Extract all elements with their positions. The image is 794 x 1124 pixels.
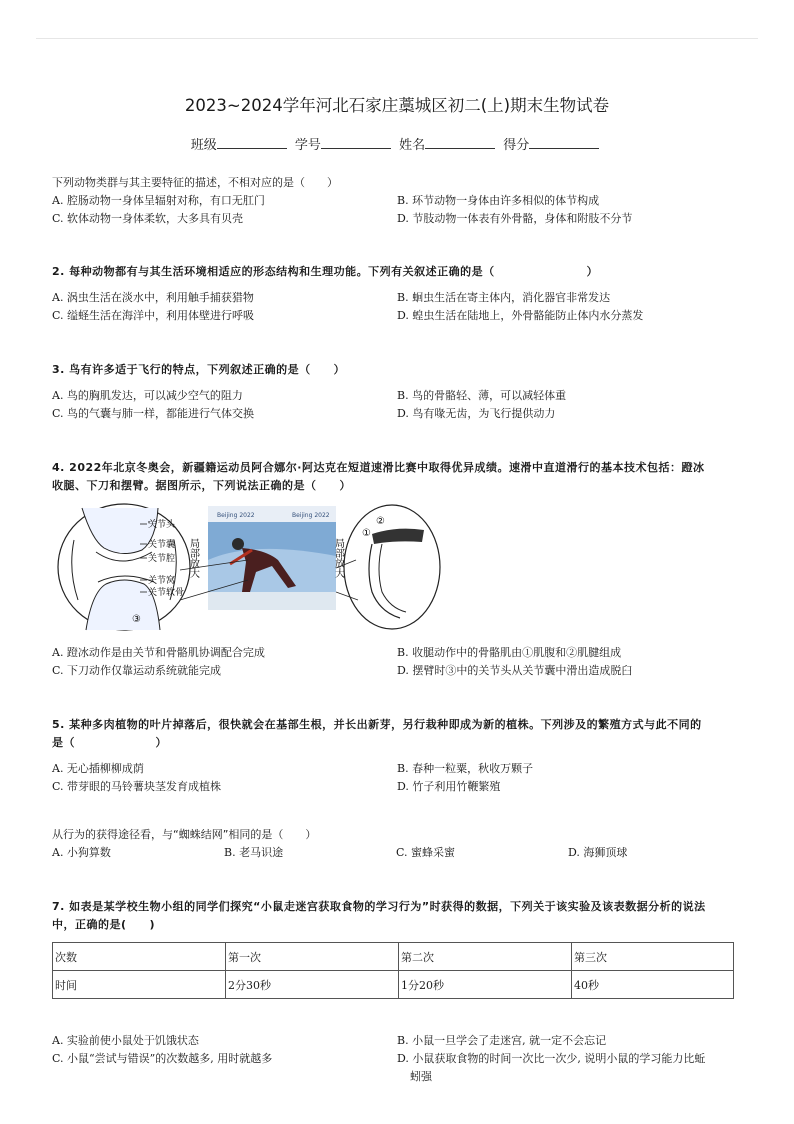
option-a[interactable]: A. 腔肠动物一身体呈辐射对称，有口无肛门 — [52, 194, 265, 207]
table-cell: 1分20秒 — [399, 971, 572, 999]
label-circle-1: ① — [362, 528, 371, 539]
options — [52, 289, 742, 329]
question-4 — [52, 459, 742, 495]
table-cell: 第二次 — [399, 943, 572, 971]
option-b[interactable]: B. 春种一粒粟，秋收万颗子 — [397, 762, 534, 775]
question-3 — [52, 361, 742, 427]
option-c[interactable]: C. 下刀动作仅靠运动系统就能完成 — [52, 664, 222, 677]
question-stem-line1: 4. 2022年北京冬奥会，新疆籍运动员阿合娜尔·阿达克在短道速滑比赛中取得优异成绩。速滑中直道滑行的基本技术包括：蹬冰 — [52, 461, 705, 474]
question-stem: 下列动物类群与其主要特征的描述，不相对应的是（ ） — [52, 176, 338, 189]
option-d-continued: 蚓强 — [410, 1070, 432, 1083]
class-blank[interactable] — [217, 136, 287, 149]
option-b[interactable]: B. 环节动物一身体由许多相似的体节构成 — [397, 194, 600, 207]
table-cell: 2分30秒 — [226, 971, 399, 999]
option-d[interactable]: D. 摆臂时③中的关节头从关节囊中滑出造成脱臼 — [397, 664, 633, 677]
question-stem-line1: 7. 如表是某学校生物小组的同学们探究“小鼠走迷宫获取食物的学习行为”时获得的数据，下列关于该实验及该表数据分析的说法 — [52, 900, 706, 913]
option-b[interactable]: B. 小鼠一旦学会了走迷宫, 就一定不会忘记 — [397, 1034, 607, 1047]
photo-banner-right: Beijing 2022 — [292, 512, 330, 519]
options — [52, 844, 742, 864]
options — [52, 760, 742, 800]
option-a[interactable]: A. 无心插柳柳成荫 — [52, 762, 144, 775]
class-label: 班级 — [190, 138, 217, 153]
option-b[interactable]: B. 鸟的骨骼轻、薄，可以减轻体重 — [397, 389, 567, 402]
question-1 — [52, 174, 742, 232]
table-cell: 第三次 — [572, 943, 734, 971]
question-stem-line2: 收腿、下刀和摆臂。据图所示，下列说法正确的是（ ） — [52, 479, 351, 492]
option-d[interactable]: D. 蝗虫生活在陆地上，外骨骼能防止体内水分蒸发 — [397, 309, 644, 322]
label-circle-2: ② — [376, 516, 385, 527]
options — [52, 1032, 742, 1090]
question-4-options — [52, 644, 742, 684]
zoom-label-left: 局部放大 — [187, 538, 199, 578]
question-7 — [52, 898, 742, 934]
option-c[interactable]: C. 鸟的气囊与肺一样，都能进行气体交换 — [52, 407, 255, 420]
maze-data-table — [52, 942, 734, 999]
option-c[interactable]: C. 小鼠“尝试与错误”的次数越多, 用时就越多 — [52, 1052, 273, 1065]
label-circle-3: ③ — [132, 614, 141, 625]
option-b[interactable]: B. 收腿动作中的骨骼肌由①肌腹和②肌腱组成 — [397, 646, 622, 659]
question-stem: 2. 每种动物都有与其生活环境相适应的形态结构和生理功能。下列有关叙述正确的是（ ） — [52, 265, 599, 278]
options — [52, 192, 742, 232]
options — [52, 644, 742, 684]
student-info-line — [0, 134, 794, 153]
question-2 — [52, 263, 742, 329]
option-b[interactable]: B. 蛔虫生活在寄主体内，消化器官非常发达 — [397, 291, 611, 304]
id-blank[interactable] — [321, 136, 391, 149]
option-a[interactable]: A. 蹬冰动作是由关节和骨骼肌协调配合完成 — [52, 646, 265, 659]
table-cell: 次数 — [53, 943, 226, 971]
table-cell: 40秒 — [572, 971, 734, 999]
table-header-row — [53, 943, 734, 971]
top-divider — [36, 38, 758, 39]
score-label: 得分 — [503, 138, 530, 153]
zoom-label-right: 局部放大 — [332, 538, 344, 578]
option-c[interactable]: C. 软体动物一身体柔软，大多具有贝壳 — [52, 212, 244, 225]
arm-muscle-figure — [332, 500, 446, 635]
option-a[interactable]: A. 鸟的胸肌发达，可以减少空气的阻力 — [52, 389, 243, 402]
label-joint-socket: 关节窝 — [148, 576, 176, 586]
label-joint-capsule: 关节囊 — [148, 540, 176, 550]
table-row — [53, 971, 734, 999]
id-label: 学号 — [294, 138, 321, 153]
option-a[interactable]: A. 实验前使小鼠处于饥饿状态 — [52, 1034, 199, 1047]
option-d[interactable]: D. 海狮顶球 — [568, 846, 628, 859]
option-b[interactable]: B. 老马识途 — [224, 846, 284, 859]
score-blank[interactable] — [529, 136, 599, 149]
arm-magnify-circle — [344, 505, 440, 629]
label-joint-cartilage: 关节软骨 — [148, 588, 185, 598]
option-c[interactable]: C. 蜜蜂采蜜 — [396, 846, 456, 859]
question-stem: 从行为的获得途径看，与“蜘蛛结网”相同的是（ ） — [52, 828, 317, 841]
option-a[interactable]: A. 小狗算数 — [52, 846, 111, 859]
question-6 — [52, 826, 742, 864]
name-blank[interactable] — [425, 136, 495, 149]
option-d[interactable]: D. 鸟有喙无齿，为飞行提供动力 — [397, 407, 556, 420]
option-a[interactable]: A. 涡虫生活在淡水中，利用触手捕获猎物 — [52, 291, 254, 304]
table-cell: 第一次 — [226, 943, 399, 971]
page-title: 2023~2024学年河北石家庄藁城区初二(上)期末生物试卷 — [184, 96, 610, 115]
options — [52, 387, 742, 427]
question-stem: 3. 鸟有许多适于飞行的特点，下列叙述正确的是（ ） — [52, 363, 346, 376]
label-joint-head: 关节头 — [148, 520, 176, 530]
option-c[interactable]: C. 缢蛏生活在海洋中，利用体壁进行呼吸 — [52, 309, 255, 322]
option-d[interactable]: D. 节肢动物一体表有外骨骼，身体和附肢不分节 — [397, 212, 633, 225]
label-joint-cavity: 关节腔 — [148, 554, 176, 564]
photo-banner-left: Beijing 2022 — [217, 512, 255, 519]
table-cell: 时间 — [53, 971, 226, 999]
question-stem-line1: 5. 某种多肉植物的叶片掉落后，很快就会在基部生根，并长出新芽，另行栽种即成为新的植株。下列涉及的繁殖方式与此不同的 — [52, 718, 702, 731]
option-c[interactable]: C. 带芽眼的马铃薯块茎发育成植株 — [52, 780, 222, 793]
option-d[interactable]: D. 小鼠获取食物的时间一次比一次少, 说明小鼠的学习能力比蚯 — [397, 1052, 706, 1065]
question-5 — [52, 716, 742, 800]
option-d[interactable]: D. 竹子利用竹鞭繁殖 — [397, 780, 501, 793]
question-stem-line2: 是（ ） — [52, 736, 167, 749]
question-stem-line2: 中，正确的是( ) — [52, 918, 156, 931]
question-7-options — [52, 1032, 742, 1090]
name-label: 姓名 — [399, 138, 426, 153]
